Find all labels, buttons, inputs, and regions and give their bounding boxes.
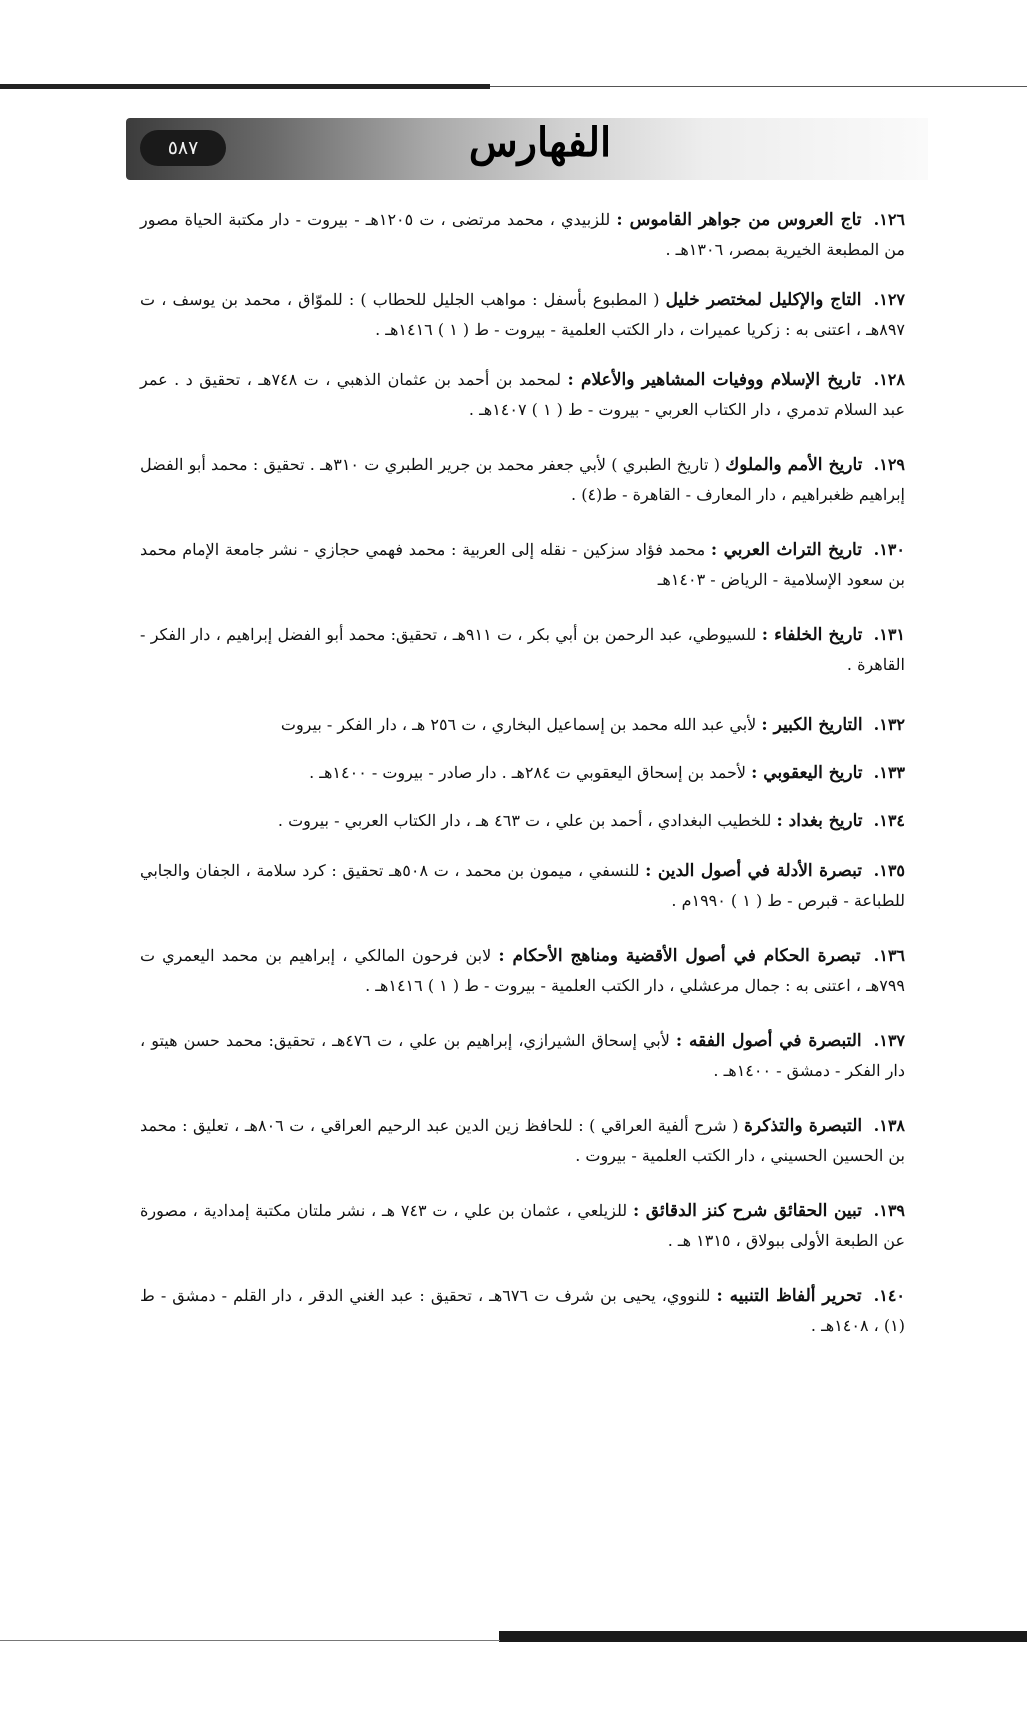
entry-number: ١٣٢. — [873, 715, 905, 734]
scan-edge-top-thin — [490, 86, 1027, 87]
entry-text: للخطيب البغدادي ، أحمد بن علي ، ت ٤٦٣ هـ ، دار الكتاب العربي - بيروت . — [277, 811, 772, 830]
page-number: ٥٨٧ — [140, 130, 226, 166]
entry-number: ١٣٩. — [873, 1201, 906, 1220]
entry-title: تاريخ اليعقوبي : — [751, 763, 863, 783]
entry-title: تاج العروس من جواهر القاموس : — [616, 210, 862, 230]
list-item — [140, 365, 905, 425]
entry-number: ١٢٦. — [873, 210, 906, 229]
list-item — [140, 758, 905, 788]
entry-title: تاريخ الخلفاء : — [761, 625, 863, 645]
entry-title: التبصرة والتذكرة — [744, 1116, 863, 1136]
scan-edge-bottom — [499, 1631, 1027, 1642]
list-item — [140, 710, 905, 740]
list-item — [140, 1111, 905, 1171]
entry-text: للسيوطي، عبد الرحمن بن أبي بكر ، ت ٩١١هـ ، تحقيق: محمد أبو الفضل إبراهيم ، دار الفكر - القاهرة . — [140, 625, 905, 674]
entry-number: ١٣٥. — [873, 861, 905, 880]
entry-number: ١٣٦. — [873, 946, 906, 965]
entry-title: تاريخ الأمم والملوك — [725, 455, 863, 475]
entry-text: ( شرح ألفية العراقي ) : للحافظ زين الدين عبد الرحيم العراقي ، ت ٨٠٦هـ ، تعليق : محمد بن الحسين الحسيني ، دار الكتب العلمية - بيروت . — [140, 1116, 905, 1165]
entry-text: للنووي، يحيى بن شرف ت ٦٧٦هـ ، تحقيق : عبد الغني الدقر ، دار القلم - دمشق - ط (١) ، ١٤٠٨هـ . — [140, 1286, 905, 1335]
list-item — [140, 535, 905, 595]
list-item — [140, 856, 905, 916]
entry-title: التبصرة في أصول الفقه : — [675, 1031, 862, 1051]
entry-number: ١٢٧. — [873, 290, 905, 309]
list-item — [140, 285, 905, 345]
list-item — [140, 1026, 905, 1086]
entry-text: ( تاريخ الطبري ) لأبي جعفر محمد بن جرير الطبري ت ٣١٠هـ . تحقيق : محمد أبو الفضل إبراهيم ظغبراهيم ، دار المعارف - القاهرة - ط(٤) . — [140, 455, 905, 504]
list-item — [140, 806, 905, 836]
entry-number: ١٣١. — [873, 625, 906, 644]
entry-title: تحرير ألفاظ التنبيه : — [716, 1286, 862, 1306]
entry-title: التاج والإكليل لمختصر خليل — [665, 290, 862, 310]
entry-text: للزبيدي ، محمد مرتضى ، ت ١٢٠٥هـ - بيروت - دار مكتبة الحياة مصور من المطبعة الخيرية بمصر، ١٣٠٦هـ . — [140, 210, 905, 259]
entry-text: لأحمد بن إسحاق اليعقوبي ت ٢٨٤هـ . دار صادر - بيروت - ١٤٠٠هـ . — [309, 763, 746, 782]
list-item — [140, 1281, 905, 1341]
entry-text: ( المطبوع بأسفل : مواهب الجليل للحطاب ) : للموّاق ، محمد بن يوسف ، ت ٨٩٧هـ ، اعتنى به : زكريا عميرات ، دار الكتب العلمية - بيروت - ط ( ١ ) ١٤١٦هـ . — [140, 290, 905, 339]
entry-number: ١٣٤. — [873, 811, 905, 830]
entry-text: لأبي إسحاق الشيرازي، إبراهيم بن علي ، ت ٤٧٦هـ ، تحقيق: محمد حسن هيتو ، دار الفكر - دمشق - ١٤٠٠هـ . — [140, 1031, 905, 1080]
scan-edge-top — [0, 84, 490, 89]
entry-number: ١٢٨. — [873, 370, 905, 389]
entry-text: لابن فرحون المالكي ، إبراهيم بن محمد اليعمري ت ٧٩٩هـ ، اعتنى به : جمال مرعشلي ، دار الكتب العلمية - بيروت - ط ( ١ ) ١٤١٦هـ . — [140, 946, 905, 995]
entry-text: محمد فؤاد سزكين - نقله إلى العربية : محمد فهمي حجازي - نشر جامعة الإمام محمد بن سعود الإسلامية - الرياض - ١٤٠٣هـ — [140, 540, 905, 589]
entry-text: لمحمد بن أحمد بن عثمان الذهبي ، ت ٧٤٨هـ ، تحقيق د . عمر عبد السلام تدمري ، دار الكتاب العربي - بيروت - ط ( ١ ) ١٤٠٧هـ . — [140, 370, 905, 419]
entry-title: تبصرة الأدلة في أصول الدين : — [645, 861, 862, 881]
page-title: الفهارس — [468, 119, 612, 166]
entry-title: تبصرة الحكام في أصول الأقضية ومناهج الأحكام : — [498, 946, 861, 966]
entry-title: تاريخ الإسلام ووفيات المشاهير والأعلام : — [567, 370, 862, 390]
entry-number: ١٢٩. — [873, 455, 906, 474]
list-item — [140, 941, 905, 1001]
list-item — [140, 205, 905, 265]
bibliography-list — [140, 205, 905, 1341]
entry-number: ١٣٠. — [873, 540, 905, 559]
entry-title: تبين الحقائق شرح كنز الدقائق : — [632, 1201, 862, 1221]
entry-number: ١٣٣. — [873, 763, 905, 782]
entry-number: ١٣٧. — [873, 1031, 905, 1050]
entry-text: لأبي عبد الله محمد بن إسماعيل البخاري ، ت ٢٥٦ هـ ، دار الفكر - بيروت — [280, 715, 757, 734]
entry-number: ١٤٠. — [873, 1286, 905, 1305]
list-item — [140, 620, 905, 680]
list-item — [140, 450, 905, 510]
entry-text: للنسفي ، ميمون بن محمد ، ت ٥٠٨هـ تحقيق : كرد سلامة ، الجفان والجابي للطباعة - قبرص - ط ( ١ ) ١٩٩٠م . — [140, 861, 905, 910]
entry-title: التاريخ الكبير : — [761, 715, 863, 735]
entry-number: ١٣٨. — [873, 1116, 905, 1135]
entry-text: للزيلعي ، عثمان بن علي ، ت ٧٤٣ هـ ، نشر ملتان مكتبة إمدادية ، مصورة عن الطبعة الأولى ببولاق ، ١٣١٥ هـ . — [140, 1201, 905, 1250]
list-item — [140, 1196, 905, 1256]
scan-edge-bottom-thin — [0, 1640, 500, 1641]
entry-title: تاريخ التراث العربي : — [710, 540, 862, 560]
entry-title: تاريخ بغداد : — [776, 811, 863, 831]
